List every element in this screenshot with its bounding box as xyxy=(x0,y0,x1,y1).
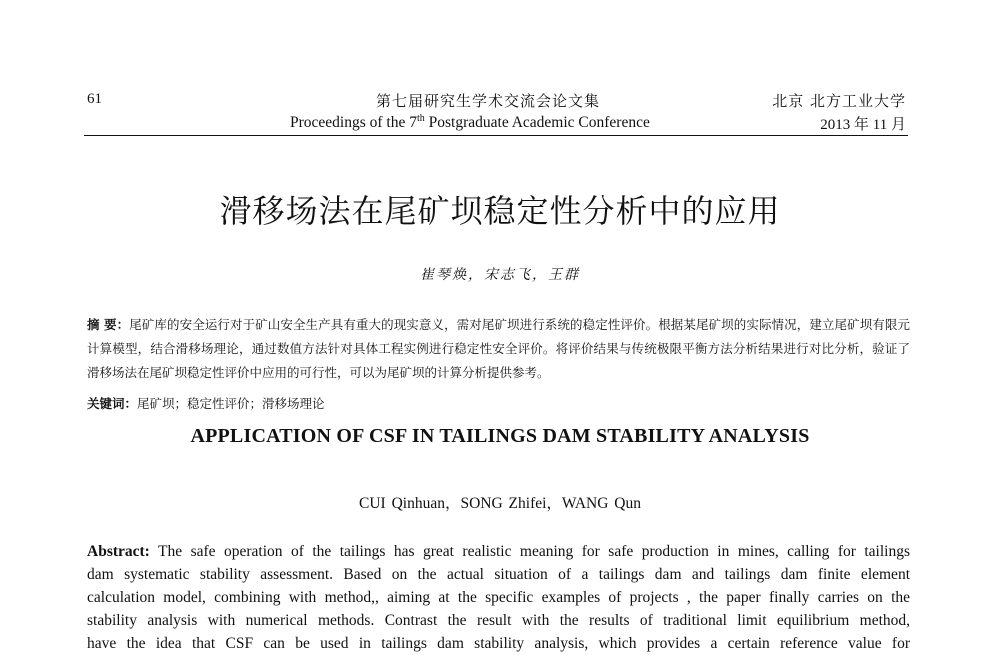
abstract-en-line: stability analysis with numerical methods. Contrast the result with the results of traditional limit equilibrium method, xyxy=(87,612,910,629)
abstract-en-line xyxy=(87,540,910,563)
keywords-cn-label: 关键词： xyxy=(87,396,138,411)
abstract-en-line-text: The safe operation of the tailings has great realistic meaning for safe production in mines, calling for tailings xyxy=(149,543,910,560)
abstract-en-line: calculation model, combining with method,, aiming at the specific examples of projects , the paper finally carries on the xyxy=(87,589,910,606)
authors-cn: 崔琴焕，宋志飞，王群 xyxy=(420,267,580,283)
paper-title-en: APPLICATION OF CSF IN TAILINGS DAM STABILITY ANALYSIS xyxy=(190,425,810,447)
abstract-cn-label: 摘 要： xyxy=(87,317,130,332)
abstract-en xyxy=(87,540,910,655)
conference-date: 2013 年 11 月 xyxy=(820,117,906,133)
journal-title-en-sup: th xyxy=(416,113,425,124)
journal-title-en xyxy=(290,113,650,132)
header-rule xyxy=(84,135,908,136)
conference-location: 北京 北方工业大学 xyxy=(772,92,906,110)
authors-en: CUI Qinhuan，SONG Zhifei，WANG Qun xyxy=(359,495,641,512)
paper-title-cn: 滑移场法在尾矿坝稳定性分析中的应用 xyxy=(219,192,781,230)
keywords-cn-text: 尾矿坝；稳定性评价；滑移场理论 xyxy=(137,396,325,411)
journal-title-cn: 第七届研究生学术交流会论文集 xyxy=(376,92,601,110)
abstract-cn xyxy=(87,313,910,385)
abstract-cn-text: 尾矿库的安全运行对于矿山安全生产具有重大的现实意义，需对尾矿坝进行系统的稳定性评价。根据某尾矿坝的实际情况，建立尾矿坝有限元计算模型，结合滑移场理论，通过数值方法针对具体工程实例进行稳定性安全评价。将评价结果与传统极限平衡方法分析结果进行对比分析，验证了滑移场法在尾矿坝稳定性评价中应用的可行性，可以为尾矿坝的计算分析提供参考。 xyxy=(87,317,910,380)
abstract-en-line: dam systematic stability assessment. Based on the actual situation of a tailings dam and tailings dam finite element xyxy=(87,566,910,583)
journal-title-en-post: Postgraduate Academic Conference xyxy=(424,114,650,132)
abstract-en-label: Abstract: xyxy=(87,543,150,560)
keywords-cn xyxy=(87,394,910,414)
journal-title-en-pre: Proceedings of the 7 xyxy=(290,114,417,132)
abstract-en-line: have the idea that CSF can be used in tailings dam stability analysis, which provides a certain reference value for xyxy=(87,635,910,652)
page-number: 61 xyxy=(87,91,102,107)
